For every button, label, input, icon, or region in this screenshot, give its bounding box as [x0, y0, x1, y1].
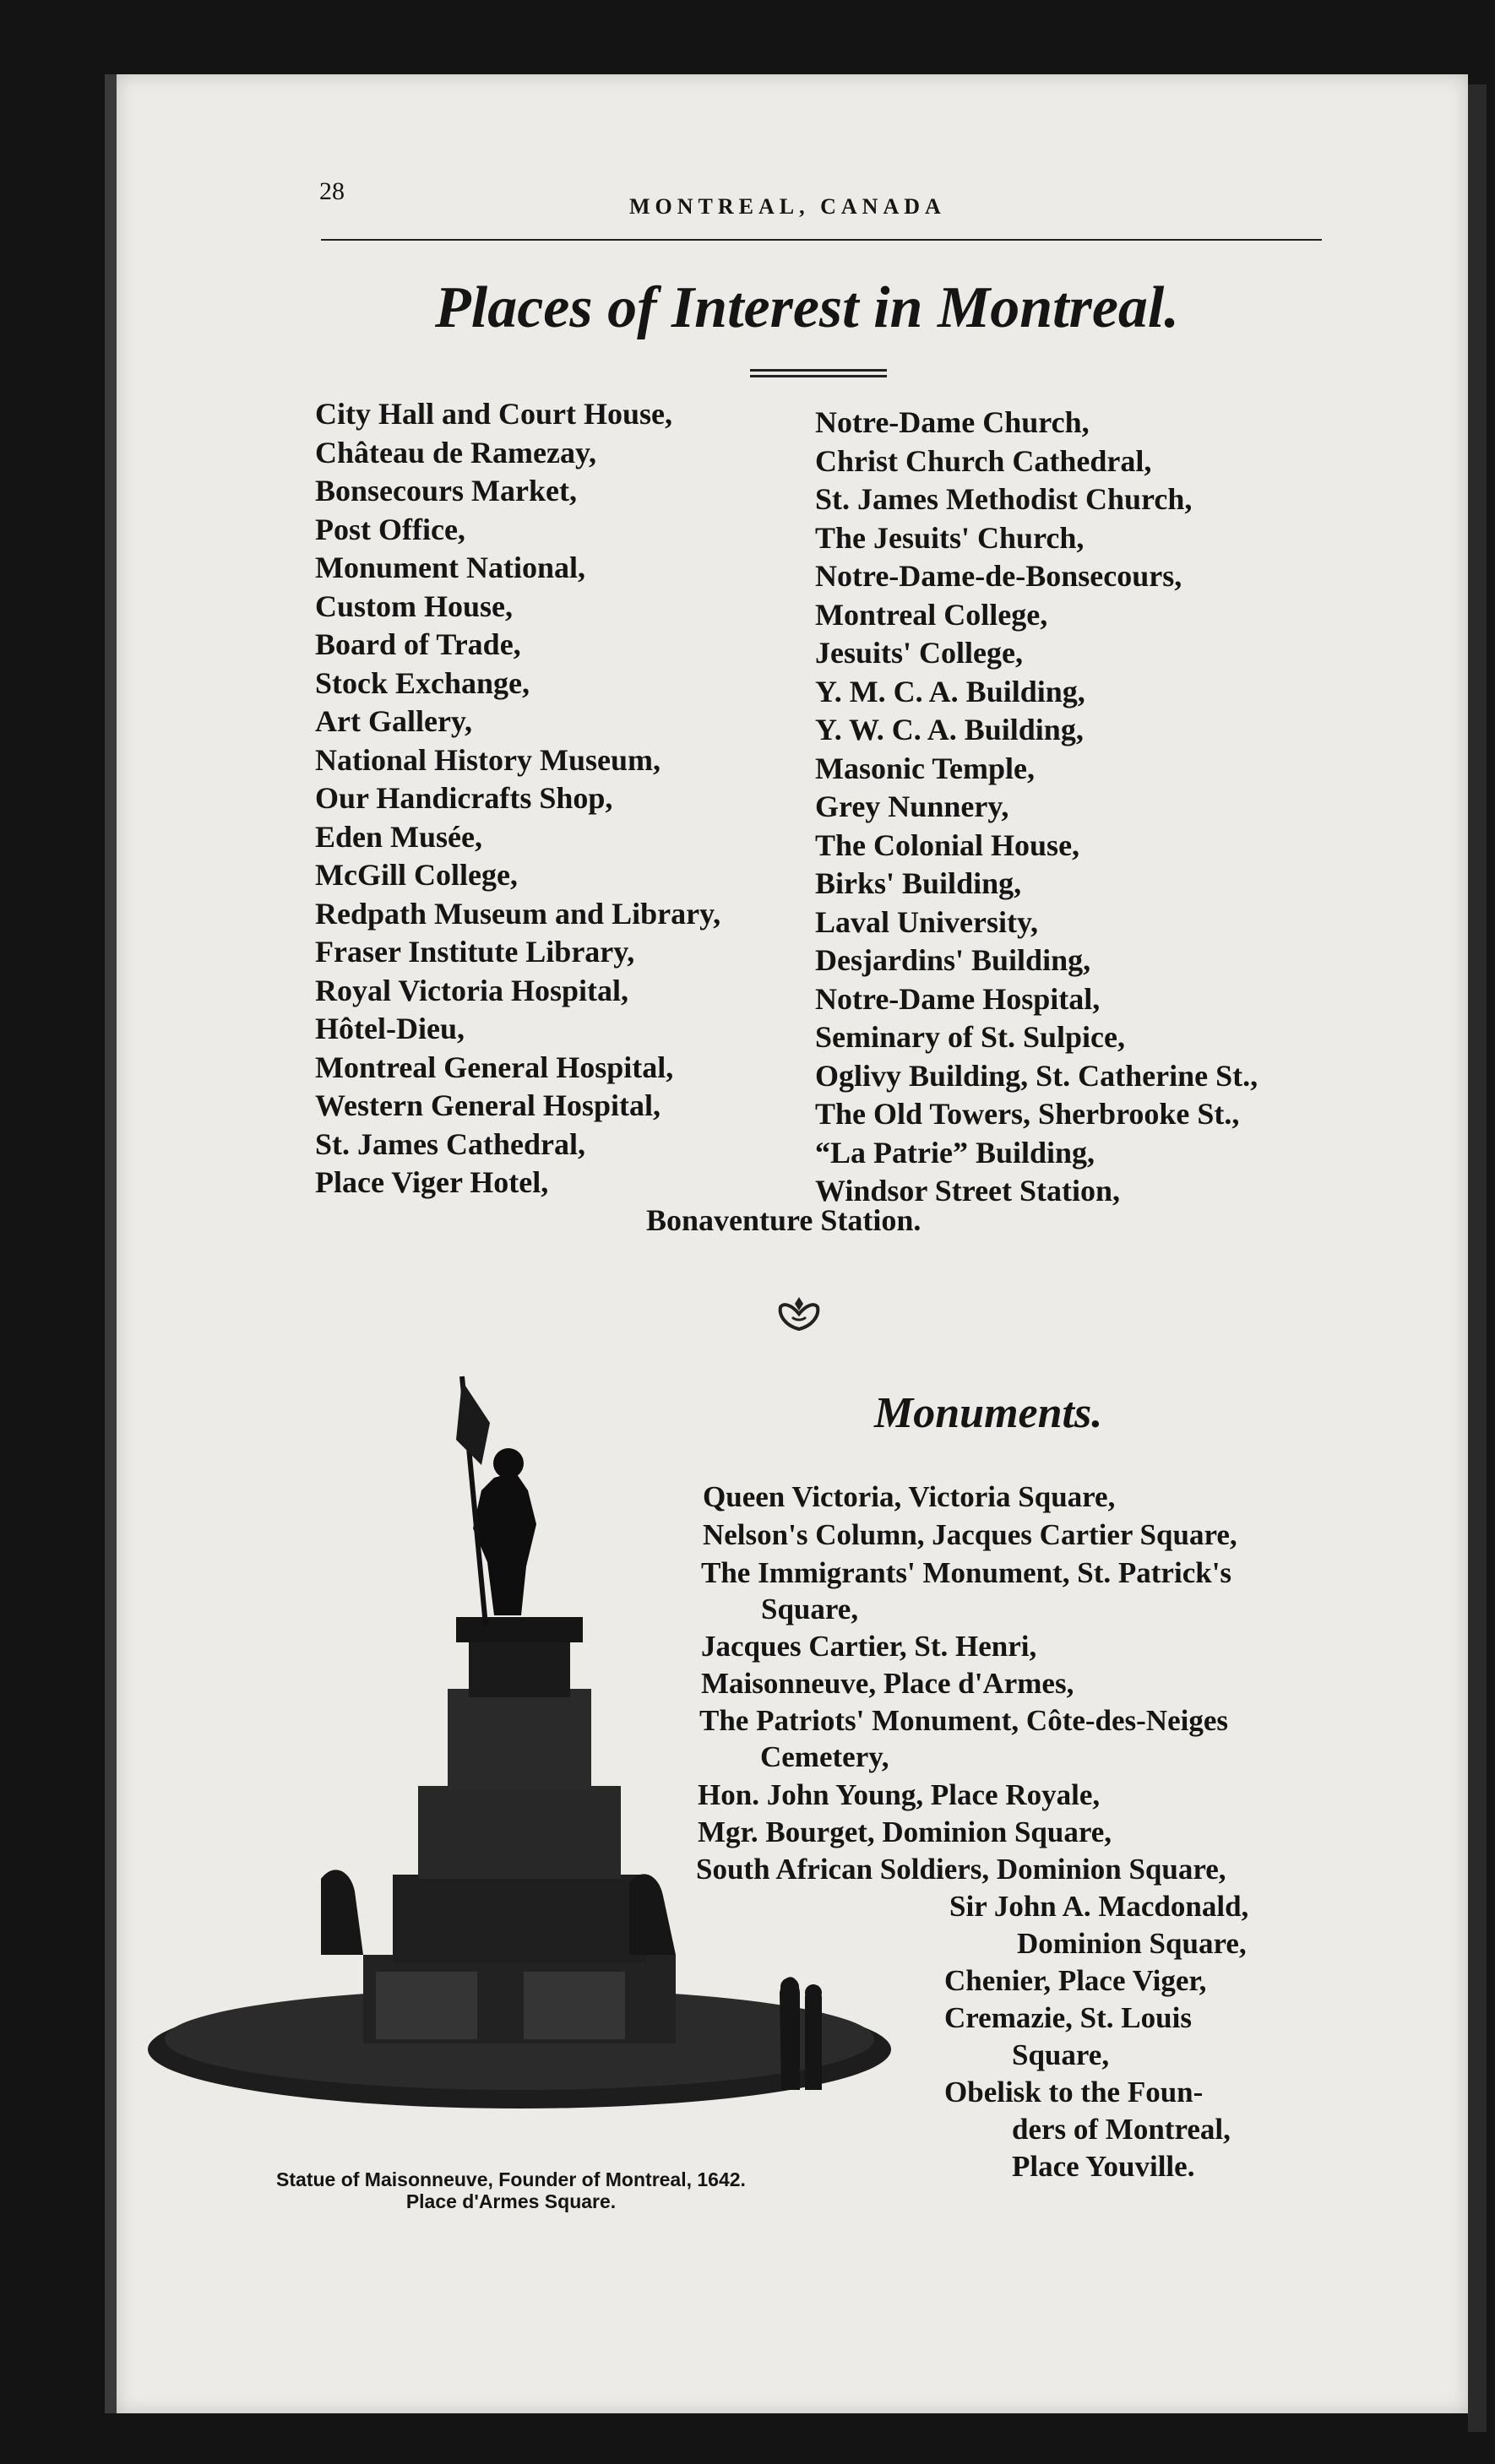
place-item: Montreal General Hospital,	[315, 1050, 674, 1084]
monument-item: Square,	[1012, 2038, 1110, 2071]
page-right-edge	[1468, 84, 1487, 2432]
place-item: Seminary of St. Sulpice,	[815, 1020, 1126, 1054]
monument-item: Sir John A. Macdonald,	[949, 1890, 1249, 1923]
place-item: Grey Nunnery,	[815, 790, 1009, 823]
page-number: 28	[319, 177, 345, 205]
caption-line-1: Statue of Maisonneuve, Founder of Montreal, 1642.	[276, 2168, 746, 2190]
maisonneuve-statue-photo	[139, 1364, 900, 2124]
place-item: The Jesuits' Church,	[815, 520, 1085, 555]
place-item: St. James Methodist Church,	[815, 482, 1193, 516]
monument-item: South African Soldiers, Dominion Square,	[696, 1853, 1226, 1886]
running-head: MONTREAL, CANADA	[629, 194, 946, 219]
place-item: National History Museum,	[315, 742, 661, 777]
floral-ornament-icon	[775, 1292, 823, 1334]
place-item: Windsor Street Station,	[815, 1174, 1121, 1208]
place-item: Eden Musée,	[315, 819, 482, 854]
place-item: Birks' Building,	[815, 866, 1022, 900]
monument-item: Chenier, Place Viger,	[944, 1964, 1207, 1997]
place-item: Jesuits' College,	[815, 636, 1023, 670]
header-rule	[321, 239, 1322, 241]
page-title: Places of Interest in Montreal.	[435, 275, 1179, 340]
places-list-left	[315, 395, 720, 1202]
place-item: Château de Ramezay,	[315, 435, 596, 469]
place-item: Y. M. C. A. Building,	[815, 674, 1085, 708]
places-list-right	[815, 404, 1258, 1211]
monument-item: ders of Montreal,	[1012, 2113, 1231, 2146]
place-item: Bonsecours Market,	[315, 474, 577, 507]
place-item: Masonic Temple,	[815, 751, 1036, 785]
monuments-heading: Monuments.	[874, 1389, 1103, 1437]
place-item: The Old Towers, Sherbrooke St.,	[815, 1097, 1240, 1131]
monument-item: Nelson's Column, Jacques Cartier Square,	[703, 1518, 1237, 1551]
place-item: Montreal College,	[815, 597, 1048, 632]
monument-item: Cremazie, St. Louis	[944, 2001, 1192, 2034]
page-left-edge	[105, 74, 117, 2413]
place-item: Christ Church Cathedral,	[815, 443, 1152, 478]
place-item: Stock Exchange,	[315, 665, 530, 700]
caption-line-2: Place d'Armes Square.	[405, 2190, 617, 2212]
place-item: St. James Cathedral,	[315, 1126, 585, 1161]
place-item: Royal Victoria Hospital,	[315, 973, 628, 1007]
monument-item: Jacques Cartier, St. Henri,	[701, 1630, 1037, 1663]
place-item: Notre-Dame Church,	[815, 405, 1090, 439]
monument-item: Obelisk to the Foun-	[944, 2076, 1204, 2109]
place-item: Desjardins' Building,	[815, 943, 1091, 977]
place-item: Fraser Institute Library,	[315, 935, 635, 969]
place-item: Western General Hospital,	[315, 1088, 661, 1122]
monument-item: Mgr. Bourget, Dominion Square,	[698, 1815, 1112, 1848]
place-item: Y. W. C. A. Building,	[815, 713, 1084, 746]
place-item: Custom House,	[315, 589, 514, 623]
places-last-item: Bonaventure Station.	[646, 1203, 921, 1237]
monument-item: Place Youville.	[1012, 2150, 1195, 2183]
place-item: McGill College,	[315, 858, 518, 892]
place-item: Monument National,	[315, 551, 586, 584]
place-item: The Colonial House,	[815, 828, 1080, 862]
monument-item: The Patriots' Monument, Côte-des-Neiges	[699, 1704, 1229, 1737]
monument-item: Hon. John Young, Place Royale,	[698, 1778, 1101, 1811]
photo-caption	[241, 2168, 781, 2212]
place-item: Board of Trade,	[315, 627, 521, 661]
monument-item: Maisonneuve, Place d'Armes,	[701, 1667, 1074, 1700]
monument-item: Queen Victoria, Victoria Square,	[703, 1480, 1116, 1513]
title-double-rule	[750, 369, 887, 377]
monument-item: Cemetery,	[760, 1740, 889, 1773]
monument-item: Square,	[761, 1593, 859, 1625]
place-item: Laval University,	[815, 904, 1039, 939]
place-item: Place Viger Hotel,	[315, 1165, 549, 1199]
place-item: Hôtel-Dieu,	[315, 1012, 465, 1045]
place-item: Notre-Dame Hospital,	[815, 981, 1101, 1016]
place-item: Redpath Museum and Library,	[315, 896, 721, 931]
place-item: Our Handicrafts Shop,	[315, 781, 613, 815]
place-item: Post Office,	[315, 512, 465, 546]
place-item: Art Gallery,	[315, 704, 472, 738]
monument-item: The Immigrants' Monument, St. Patrick's	[701, 1556, 1232, 1589]
monument-item: Dominion Square,	[1017, 1927, 1247, 1960]
place-item: Notre-Dame-de-Bonsecours,	[815, 559, 1182, 593]
place-item: Oglivy Building, St. Catherine St.,	[815, 1058, 1259, 1093]
place-item: “La Patrie” Building,	[815, 1135, 1095, 1170]
place-item: City Hall and Court House,	[315, 397, 673, 431]
